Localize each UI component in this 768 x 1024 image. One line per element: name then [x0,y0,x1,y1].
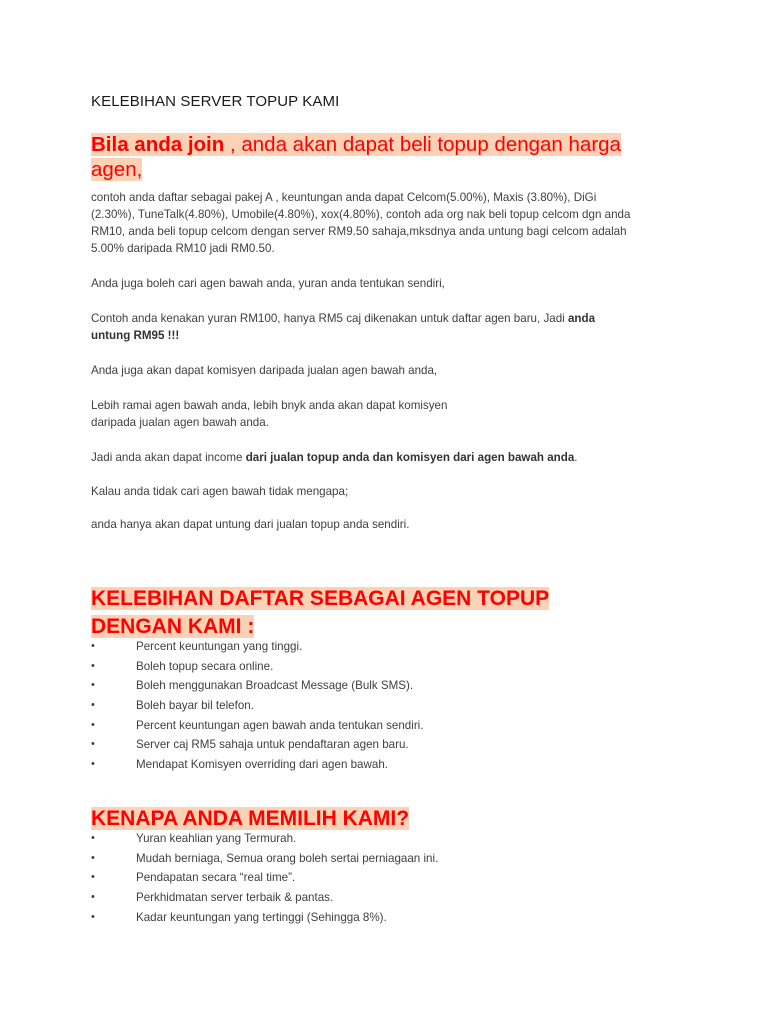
paragraph-komisyen: Anda juga akan dapat komisyen daripada jualan agen bawah anda, [91,364,438,377]
paragraph-line: (2.30%), TuneTalk(4.80%), Umobile(4.80%), xox(4.80%), contoh ada org nak beli topup celcom dgn anda [91,208,631,221]
paragraph-line: Lebih ramai agen bawah anda, lebih bnyk anda akan dapat komisyen [91,399,448,412]
bullet-icon: • [91,659,95,672]
list-kenapa [91,829,691,927]
bullet-icon: • [91,718,95,731]
paragraph-tidak-mengapa: Kalau anda tidak cari agen bawah tidak mengapa; [91,485,349,498]
paragraph-bold-text: dari jualan topup anda dan komisyen dari agen bawah anda [245,451,575,464]
paragraph-text: . [574,451,578,464]
document-title: KELEBIHAN SERVER TOPUP KAMI [91,93,340,110]
paragraph-income [91,449,691,466]
bullet-icon: • [91,910,95,923]
list-item: • Kadar keuntungan yang tertinggi (Sehingga 8%). [91,908,691,928]
paragraph-example [91,189,691,257]
heading-line: KELEBIHAN DAFTAR SEBAGAI AGEN TOPUP [91,587,550,610]
list-item: • Perkhidmatan server terbaik & pantas. [91,888,691,908]
heading-line: KENAPA ANDA MEMILIH KAMI? [91,807,410,830]
lead-line2: agen, [91,158,143,181]
bullet-icon: • [91,738,95,751]
paragraph-text: Jadi anda akan dapat income [91,451,246,464]
lead-statement [91,132,691,182]
paragraph-line: RM10, anda beli topup celcom dengan server RM9.50 sahaja,mksdnya anda untung bagi celcom adalah [91,225,627,238]
bullet-icon: • [91,640,95,652]
paragraph-lebih-ramai [91,397,691,431]
paragraph-bold-text: anda [567,312,596,325]
lead-rest-text: , anda akan dapat beli topup dengan harga [224,133,621,156]
list-item: • Boleh topup secara online. [91,657,691,677]
bullet-icon: • [91,832,95,844]
list-item: • Server caj RM5 sahaja untuk pendaftaran agen baru. [91,735,691,755]
list-item: • Pendapatan secara “real time”. [91,868,691,888]
paragraph-agen-bawah: Anda juga boleh cari agen bawah anda, yuran anda tentukan sendiri, [91,277,445,290]
bullet-icon: • [91,758,95,771]
bullet-icon: • [91,679,95,692]
paragraph-contoh-yuran [91,310,691,344]
bullet-icon: • [91,699,95,712]
list-item: • Boleh bayar bil telefon. [91,696,691,716]
lead-highlight-line1 [91,133,621,156]
paragraph-line: 5.00% daripada RM10 jadi RM0.50. [91,242,275,255]
lead-bold-text: Bila anda join [91,133,225,156]
paragraph-bold-text: untung RM95 !!! [91,329,180,342]
list-item: • Mudah berniaga, Semua orang boleh sertai perniagaan ini. [91,849,691,869]
paragraph-line: daripada jualan agen bawah anda. [91,416,269,429]
bullet-icon: • [91,871,95,884]
list-item: • Percent keuntungan yang tinggi. [91,637,691,657]
list-item: • Mendapat Komisyen overriding dari agen bawah. [91,755,691,775]
paragraph-text: Contoh anda kenakan yuran RM100, hanya RM5 caj dikenakan untuk daftar agen baru, Jadi [91,312,568,325]
list-item: • Yuran keahlian yang Termurah. [91,829,691,849]
bullet-icon: • [91,851,95,864]
list-item: • Boleh menggunakan Broadcast Message (Bulk SMS). [91,676,691,696]
list-kelebihan [91,637,691,775]
list-item: • Percent keuntungan agen bawah anda tentukan sendiri. [91,716,691,736]
section-heading-kelebihan [91,585,651,641]
bullet-icon: • [91,891,95,904]
paragraph-untung-sendiri: anda hanya akan dapat untung dari jualan topup anda sendiri. [91,518,410,531]
heading-line: DENGAN KAMI : [91,615,255,638]
paragraph-line: contoh anda daftar sebagai pakej A , keuntungan anda dapat Celcom(5.00%), Maxis (3.80%), DiGi [91,191,597,204]
